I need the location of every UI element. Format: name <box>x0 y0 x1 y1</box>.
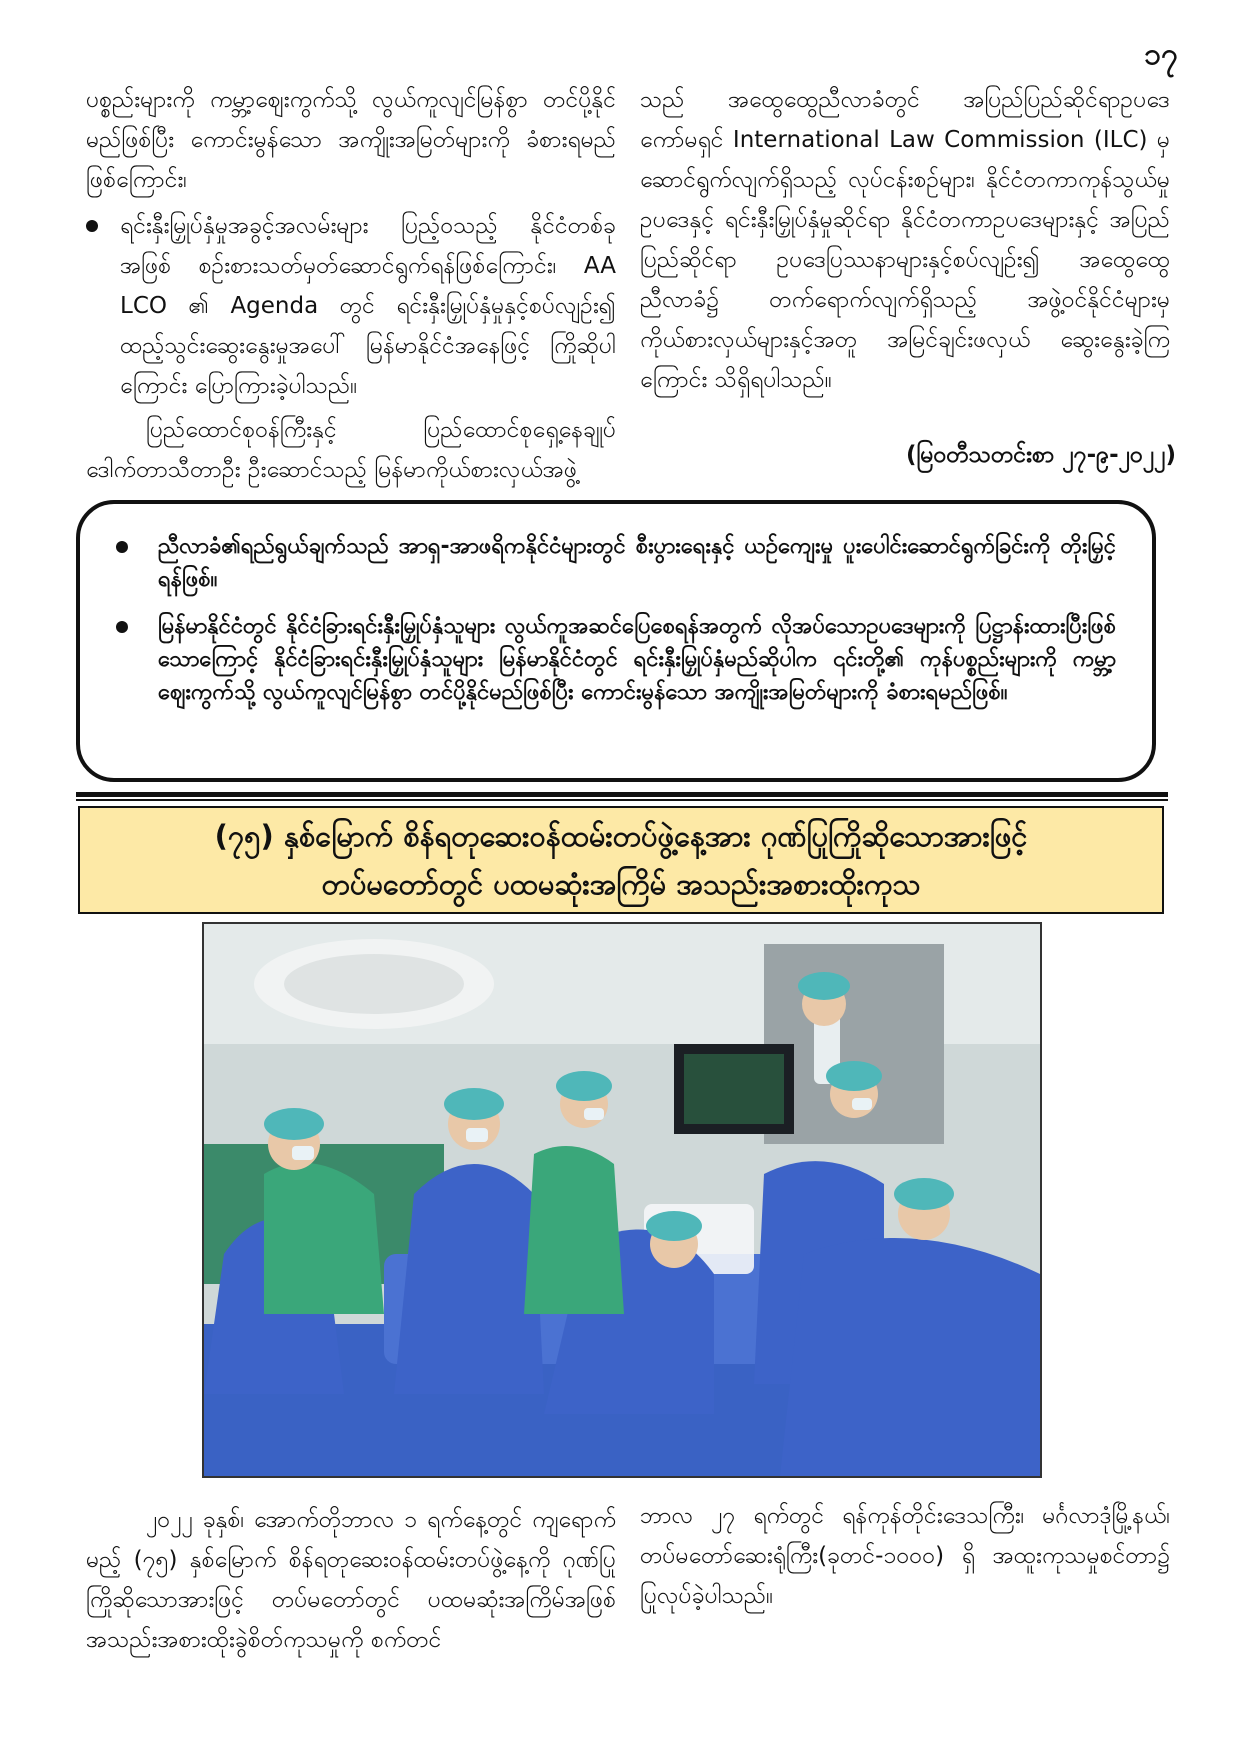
section-divider-thin <box>76 799 1168 801</box>
ilc-paragraph: သည် အထွေထွေညီလာခံတွင် အပြည်ပြည်ဆိုင်ရာဥပဒေကော်မရှင် International Law Commission (ILC) မှ ဆောင်ရွက်လျက်ရှိသည့် လုပ်ငန်းစဉ်များ၊ နိုင်ငံတကာကုန်သွယ်မှုဥပဒေနှင့် ရင်းနှီးမြှုပ်နှံမှုဆိုင်ရာ နိုင်ငံတကာဥပဒေများနှင့် အပြည်ပြည်ဆိုင်ရာ ဥပဒေပြဿနာများနှင့်စပ်လျဉ်း၍ အထွေထွေညီလာခံ၌ တက်ရောက်လျက်ရှိသည့် အဖွဲ့ဝင်နိုင်ငံများမှ ကိုယ်စားလှယ်များနှင့်အတူ အမြင်ချင်းဖလှယ် ဆွေးနွေးခဲ့ကြကြောင်း သိရှိရပါသည်။ <box>640 87 1170 393</box>
headline-line-2: တပ်မတော်တွင် ပထမဆုံးအကြိမ် အသည်းအစားထိုးကုသ <box>321 867 921 901</box>
article-body-left <box>86 1496 616 1660</box>
article-paragraph-continued: ဘာလ ၂၇ ရက်တွင် ရန်ကုန်တိုင်းဒေသကြီး၊ မင်္ဂလာဒုံမြို့နယ်၊ တပ်မတော်ဆေးရုံကြီး(ခုတင်-၁၀၀၀) ရှိ အထူးကုသမှုစင်တာ၌ ပြုလုပ်ခဲ့ပါသည်။ <box>640 1503 1170 1609</box>
page-number: ၁၇ <box>1144 37 1178 72</box>
bullet-paragraph <box>86 206 616 406</box>
article-body-right <box>640 1496 1170 1616</box>
headline-line-1: (၇၅) နှစ်မြောက် စိန်ရတုဆေးဝန်ထမ်းတပ်ဖွဲ့နေ့အား ဂုဏ်ပြုကြိုဆိုသောအားဖြင့် <box>214 819 1028 853</box>
continued-paragraph: ပစ္စည်းများကို ကမ္ဘာ့ဈေးကွက်သို့ လွယ်ကူလျင်မြန်စွာ တင်ပို့နိုင်မည်ဖြစ်ပြီး ကောင်းမွန်သော အကျိုးအမြတ်များကို ခံစားရမည်ဖြစ်ကြောင်း၊ <box>86 87 616 193</box>
operating-room-illustration <box>204 924 1040 1476</box>
bullet-text: ရင်းနှီးမြှုပ်နှံမှုအခွင့်အလမ်းများ ပြည့်ဝသည့် နိုင်ငံတစ်ခုအဖြစ် စဉ်းစားသတ်မှတ်ဆောင်ရွက်ရန်ဖြစ်ကြောင်း၊ AA LCO ၏ Agenda တွင် ရင်းနှီးမြှုပ်နှံမှုနှင့်စပ်လျဉ်း၍ ထည့်သွင်းဆွေးနွေးမှုအပေါ် မြန်မာနိုင်ငံအနေဖြင့် ကြိုဆိုပါကြောင်း ပြောကြားခဲ့ပါသည်။ <box>120 213 616 399</box>
article-paragraph: ၂၀၂၂ ခုနှစ်၊ အောက်တိုဘာလ ၁ ရက်နေ့တွင် ကျရောက်မည့် (၇၅) နှစ်မြောက် စိန်ရတုဆေးဝန်ထမ်းတပ်ဖွဲ့နေ့ကို ဂုဏ်ပြုကြိုဆိုသောအားဖြင့် တပ်မတော်တွင် ပထမဆုံးအကြိမ်အဖြစ် အသည်းအစားထိုးခွဲစိတ်ကုသမှုကို စက်တင် <box>86 1507 616 1653</box>
top-right-column <box>640 80 1170 400</box>
bullet-icon <box>116 541 128 553</box>
news-source: (မြဝတီသတင်းစာ ၂၇-၉-၂၀၂၂) <box>905 442 1176 468</box>
bullet-icon <box>86 220 98 232</box>
summary-text: ညီလာခံ၏ရည်ရွယ်ချက်သည် အာရှ-အာဖရိကနိုင်ငံများတွင် စီးပွားရေးနှင့် ယဉ်ကျေးမှု ပူးပေါင်းဆောင်ရွက်ခြင်းကို တိုးမြှင့်ရန်ဖြစ်။ <box>158 534 1116 592</box>
delegation-paragraph: ပြည်ထောင်စုဝန်ကြီးနှင့် ပြည်ထောင်စုရှေ့နေချုပ် ဒေါက်တာသီတာဦး ဦးဆောင်သည့် မြန်မာကိုယ်စားလှယ်အဖွဲ့ <box>86 417 616 483</box>
summary-item <box>110 610 1116 709</box>
summary-item <box>110 530 1116 596</box>
bullet-icon <box>116 621 128 633</box>
surgery-photo <box>202 922 1042 1478</box>
summary-box <box>76 500 1156 782</box>
summary-text: မြန်မာနိုင်ငံတွင် နိုင်ငံခြားရင်းနှီးမြှုပ်နှံသူများ လွယ်ကူအဆင်ပြေစေရန်အတွက် လိုအပ်သောဥပဒေများကို ပြဋ္ဌာန်းထားပြီးဖြစ်သောကြောင့် နိုင်ငံခြားရင်းနှီးမြှုပ်နှံသူများ မြန်မာနိုင်ငံတွင် ရင်းနှီးမြှုပ်နှံမည်ဆိုပါက ၎င်းတို့၏ ကုန်ပစ္စည်းများကို ကမ္ဘာ့ဈေးကွက်သို့ လွယ်ကူလျင်မြန်စွာ တင်ပို့နိုင်မည်ဖြစ်ပြီး ကောင်းမွန်သော အကျိုးအမြတ်များကို ခံစားရမည်ဖြစ်။ <box>158 614 1116 705</box>
section-divider <box>76 792 1168 797</box>
article-headline <box>78 806 1164 914</box>
top-left-column <box>86 80 616 490</box>
